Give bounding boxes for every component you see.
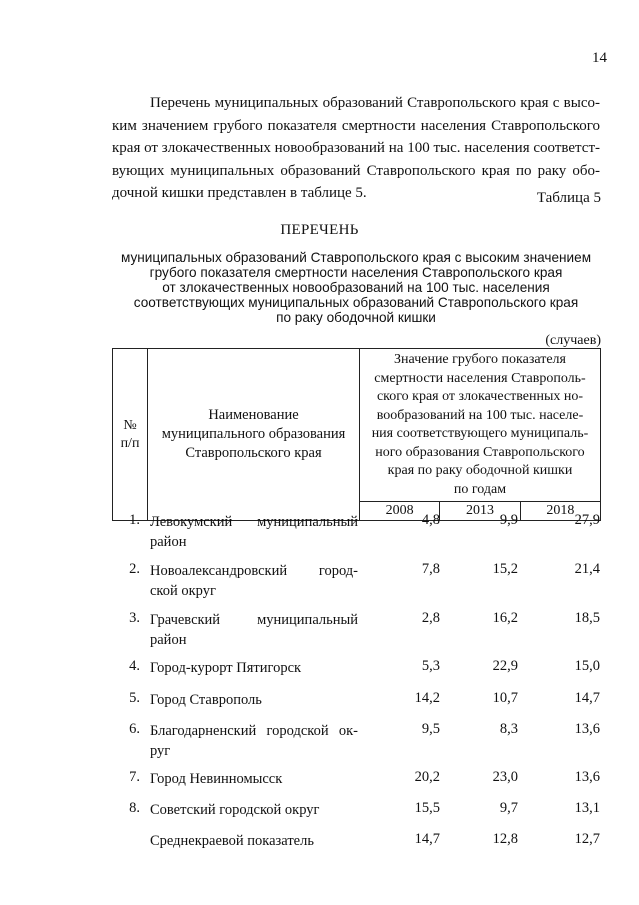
header-value-cell	[360, 349, 601, 502]
row-value-2008: 4,8	[421, 512, 440, 528]
header-value-line: края по раку ободочной кишки	[387, 463, 573, 478]
header-year-2008: 2008	[360, 502, 440, 521]
subtitle-line: муниципальных образований Ставропольского края с высоким значением	[120, 250, 592, 265]
row-name: Город Невинномысск	[150, 771, 283, 787]
row-value-2018: 18,5	[574, 610, 600, 626]
row-name: Среднекраевой показатель	[150, 833, 314, 849]
row-number: 8.	[129, 800, 140, 816]
row-value-2008: 5,3	[421, 658, 440, 674]
intro-line: Перечень муниципальных образований Ставропольского края с высо-	[150, 95, 600, 111]
row-value-2008: 20,2	[414, 769, 440, 785]
row-value-2008: 14,7	[414, 831, 440, 847]
row-value-2013: 22,9	[492, 658, 518, 674]
row-value-2018: 27,9	[574, 512, 600, 528]
intro-paragraph	[112, 92, 600, 205]
header-name-label: Ставропольского края	[185, 445, 322, 461]
row-value-2013: 16,2	[492, 610, 518, 626]
table-header	[112, 348, 601, 521]
header-year-2018: 2018	[520, 502, 600, 521]
row-value-2013: 9,9	[499, 512, 518, 528]
header-value-line: по годам	[453, 481, 507, 497]
row-value-2018: 14,7	[574, 690, 600, 706]
table-label: Таблица 5	[536, 190, 601, 206]
row-value-2008: 9,5	[421, 721, 440, 737]
header-name-label: муниципального образования	[161, 426, 346, 442]
header-value-line: Значение грубого показателя	[394, 352, 566, 367]
header-value-line: ного образования Ставропольского	[375, 444, 585, 460]
row-value-2013: 12,8	[492, 831, 518, 847]
header-value-line: ния соответствующего муниципаль-	[371, 426, 589, 441]
row-value-2008: 14,2	[414, 690, 440, 706]
row-number: 4.	[129, 658, 140, 674]
intro-line: вующих муниципальных образований Ставропольского края по раку обо-	[112, 162, 600, 179]
document-subtitle	[112, 250, 600, 325]
row-number: 7.	[129, 769, 140, 785]
header-value-line: смертности населения Ставрополь-	[374, 370, 586, 386]
row-number: 2.	[129, 561, 140, 577]
row-number: 1.	[129, 512, 140, 528]
row-value-2008: 15,5	[414, 800, 440, 816]
row-number: 6.	[129, 721, 140, 737]
row-value-2013: 8,3	[499, 721, 518, 737]
subtitle-line: грубого показателя смертности населения Ставропольского края	[149, 265, 563, 280]
header-name-label: Наименование	[208, 407, 299, 423]
row-name: Город-курорт Пятигорск	[150, 660, 302, 676]
row-name: Левокумский муниципальный район	[150, 514, 358, 550]
header-name-cell	[148, 349, 360, 521]
header-number-label: №	[123, 417, 137, 433]
units-note: (случаев)	[545, 333, 601, 348]
row-name: Советский городской округ	[150, 802, 320, 818]
row-value-2013: 10,7	[492, 690, 518, 706]
row-name: Грачевский муниципальный район	[150, 612, 358, 648]
row-name: Благодарненский городской ок- руг	[150, 723, 358, 759]
row-name: Новоалександровский город- ской округ	[150, 563, 358, 599]
row-value-2013: 15,2	[492, 561, 518, 577]
document-title: ПЕРЕЧЕНЬ	[280, 222, 359, 238]
intro-line: края от злокачественных новообразований на 100 тыс. населения соответст-	[112, 140, 600, 156]
row-value-2018: 13,6	[574, 769, 600, 785]
row-value-2008: 2,8	[421, 610, 440, 626]
row-value-2013: 23,0	[492, 769, 518, 785]
row-value-2018: 21,4	[574, 561, 600, 577]
header-year-2013: 2013	[440, 502, 520, 521]
row-value-2013: 9,7	[499, 800, 518, 816]
subtitle-line: по раку ободочной кишки	[276, 310, 436, 325]
subtitle-line: соответствующих муниципальных образований Ставропольского края	[133, 295, 579, 310]
header-value-line: вообразований на 100 тыс. населе-	[376, 407, 584, 423]
row-value-2018: 13,6	[574, 721, 600, 737]
intro-line: ким значением грубого показателя смертности населения Ставропольского	[112, 117, 600, 134]
header-value-line: ского края от злокачественных но-	[376, 389, 584, 404]
row-value-2018: 15,0	[574, 658, 600, 674]
row-number: 5.	[129, 690, 140, 706]
row-number: 3.	[129, 610, 140, 626]
row-name: Город Ставрополь	[150, 692, 262, 708]
row-value-2018: 13,1	[574, 800, 600, 816]
header-number-label: п/п	[120, 435, 140, 451]
row-value-2008: 7,8	[421, 561, 440, 577]
header-number-cell	[113, 349, 148, 521]
row-value-2018: 12,7	[574, 831, 600, 847]
page-number: 14	[592, 50, 607, 66]
intro-line: дочной кишки представлен в таблице 5.	[112, 185, 367, 201]
subtitle-line: от злокачественных новообразований на 100 тыс. населения	[162, 280, 550, 295]
